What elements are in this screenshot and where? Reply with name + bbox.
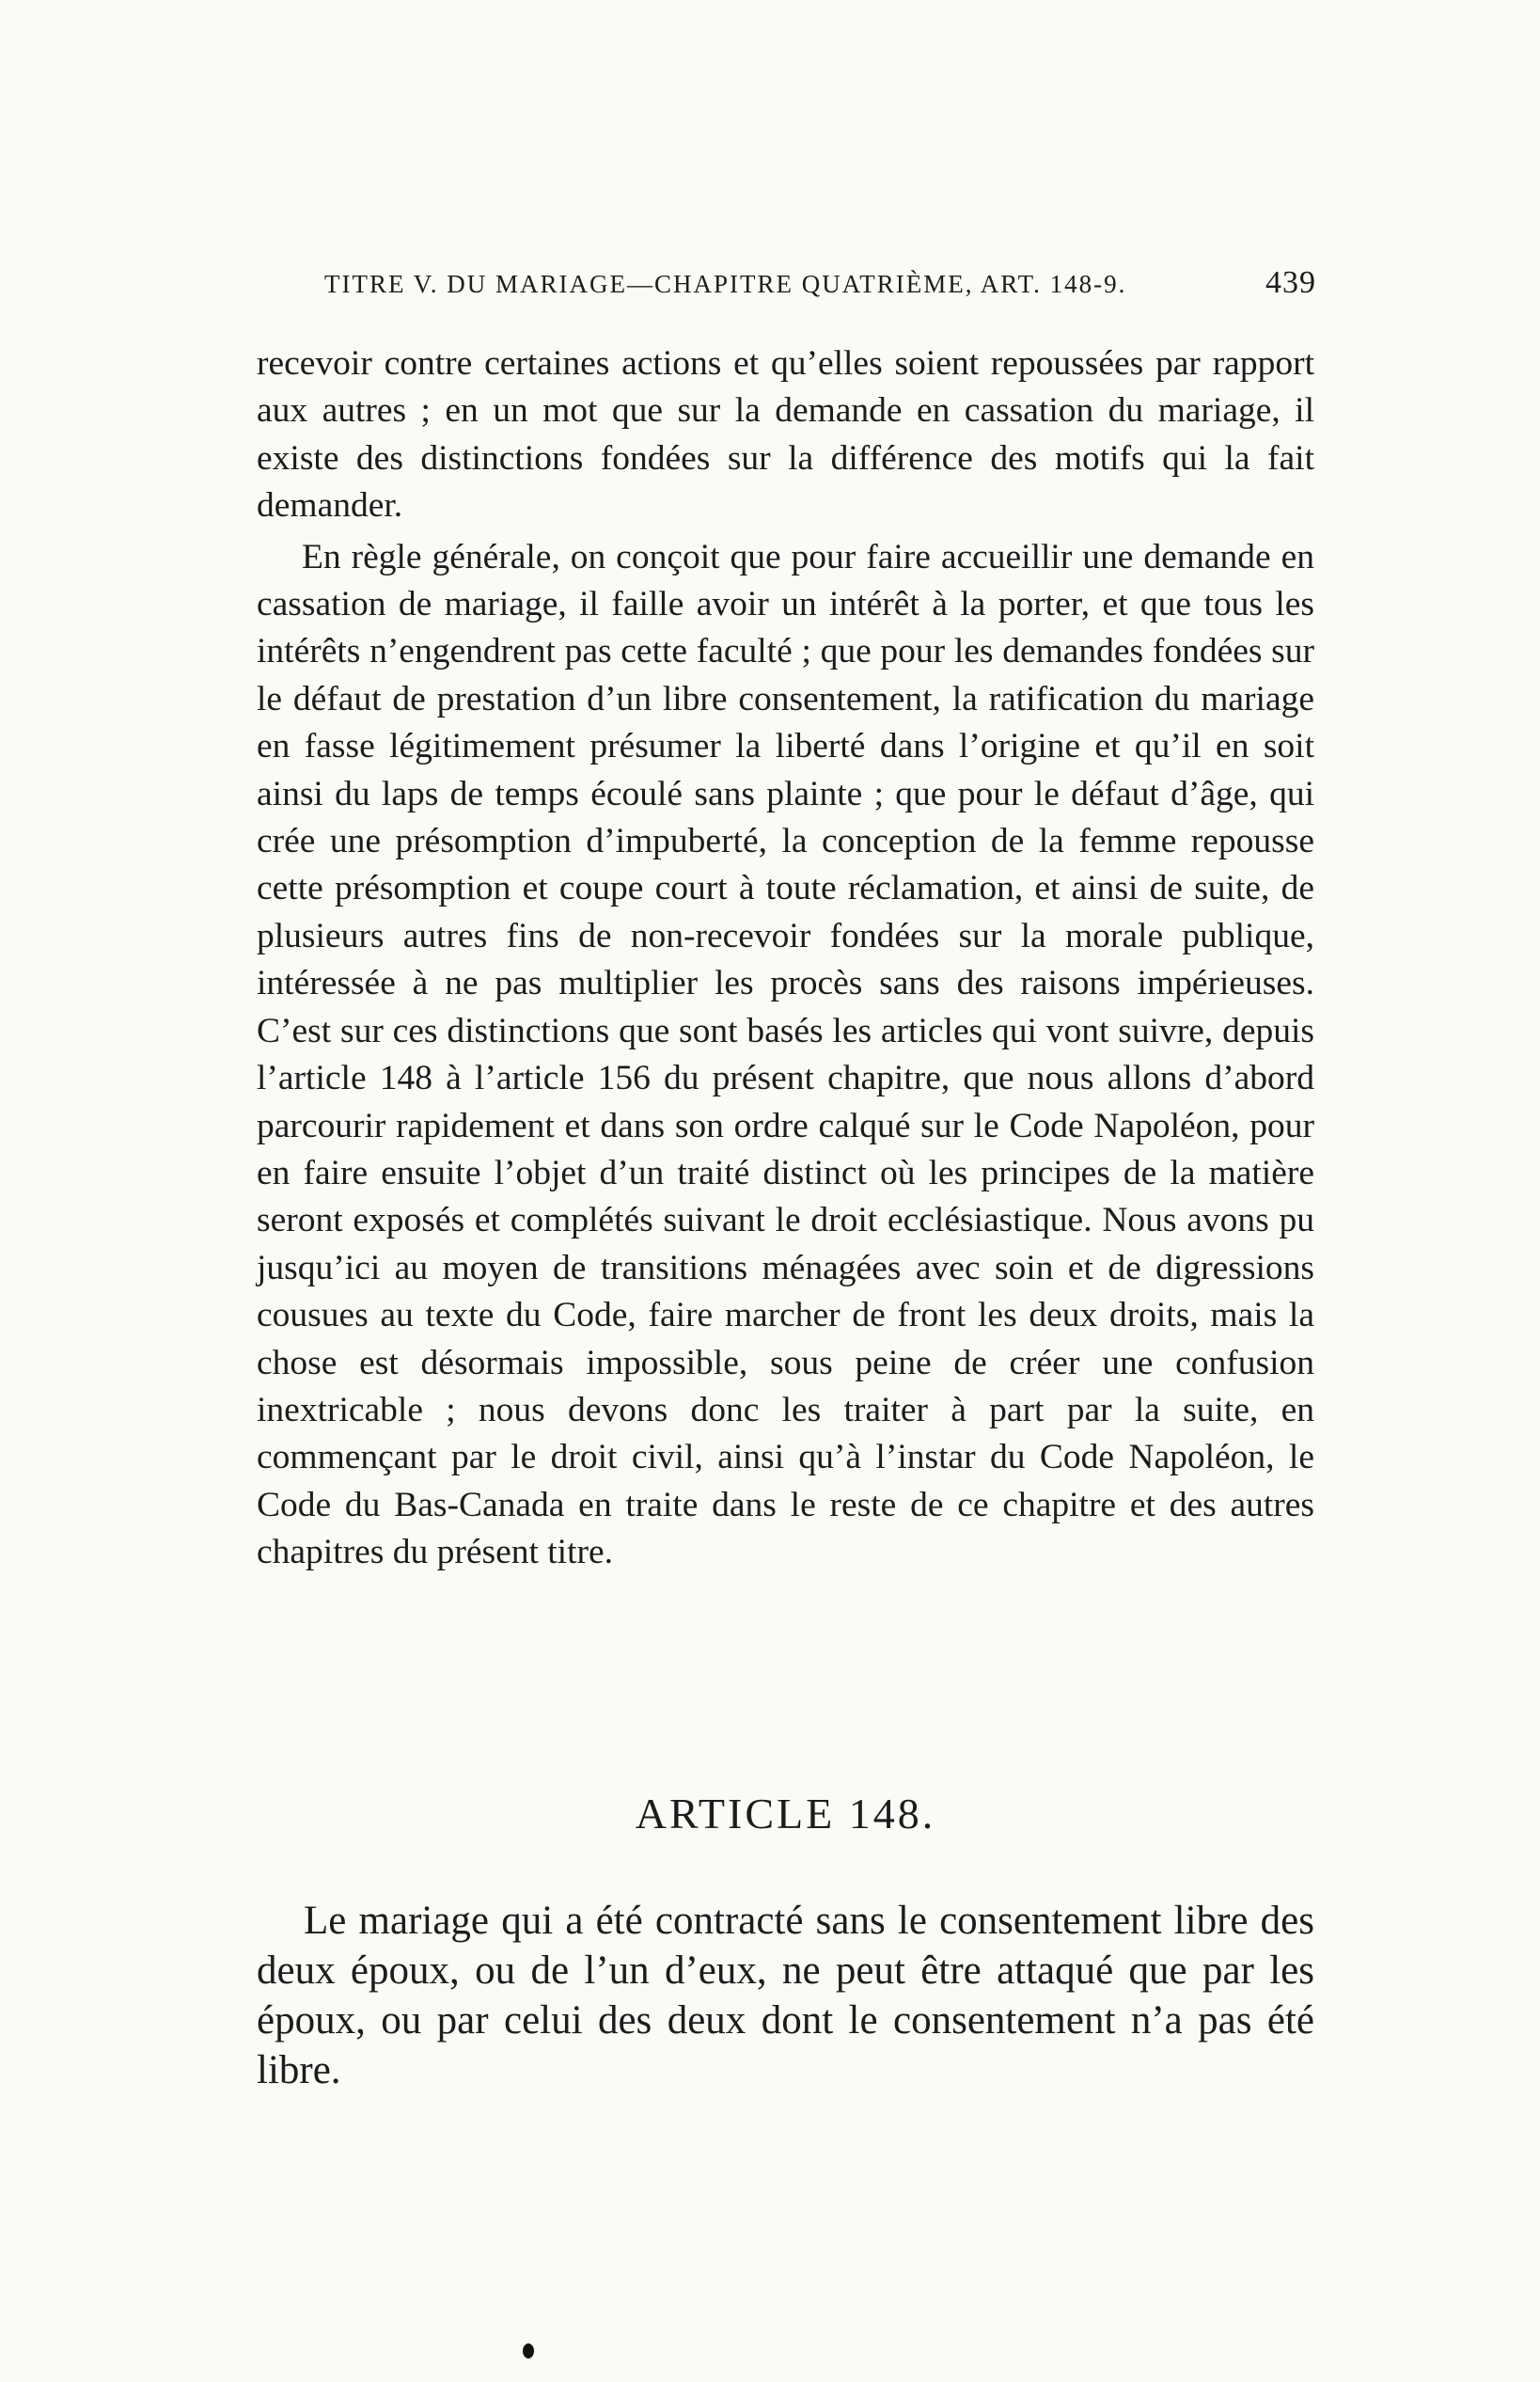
paragraph-continuation: recevoir contre certaines actions et qu’elles soient repoussées par rapport aux autres ; en un mot que sur la demande en cassation du mariage, il existe des distinctions fondées sur la différence des motifs qui la fait demander. <box>257 344 1314 526</box>
body-text <box>257 340 1314 1577</box>
article-text <box>257 1896 1314 2095</box>
article-body: Le mariage qui a été contracté sans le consentement libre des deux époux, ou de l’un d’eux, ne peut être attaqué que par les époux, ou par celui des deux dont le consentement n’a pas été libre. <box>257 1899 1314 2092</box>
ink-dot <box>523 2343 534 2358</box>
paragraph-main: En règle générale, on conçoit que pour faire accueillir une demande en cassation de mariage, il faille avoir un intérêt à la porter, et que tous les intérêts n’engendrent pas cette faculté ; que pour les demandes fondées sur le défaut de prestation d’un libre consentement, la ratification du mariage en fasse légitimement présumer la liberté dans l’origine et qu’il en soit ainsi du laps de temps écoulé sans plainte ; que pour le défaut d’âge, qui crée une présomption d’impuberté, la conception de la femme repousse cette présomption et coupe court à toute réclamation, et ainsi de suite, de plusieurs autres fins de non-recevoir fondées sur la morale publique, intéressée à ne pas multiplier les procès sans des raisons impérieuses. C’est sur ces distinctions que sont basés les articles qui vont suivre, depuis l’article 148 à l’article 156 du présent chapitre, que nous allons d’abord parcourir rapidement et dans son ordre calqué sur le Code Napoléon, pour en faire ensuite l’objet d’un traité distinct où les principes de la matière seront exposés et complétés suivant le droit ecclésiastique. Nous avons pu jusqu’ici au moyen de transitions ménagées avec soin et de digressions cousues au texte du Code, faire marcher de front les deux droits, mais la chose est désormais impossible, sous peine de créer une confusion inextricable ; nous devons donc les traiter à part par la suite, en commençant par le droit civil, ainsi qu’à l’instar du Code Napoléon, le Code du Bas-Canada en traite dans le reste de ce chapitre et des autres chapitres du présent titre. <box>257 537 1314 1572</box>
running-title: TITRE V. DU MARIAGE—CHAPITRE QUATRIÈME, ART. 148-9. <box>324 270 1127 298</box>
page-number: 439 <box>1265 265 1316 300</box>
running-header <box>324 265 1316 301</box>
article-heading: ARTICLE 148. <box>635 1790 936 1838</box>
